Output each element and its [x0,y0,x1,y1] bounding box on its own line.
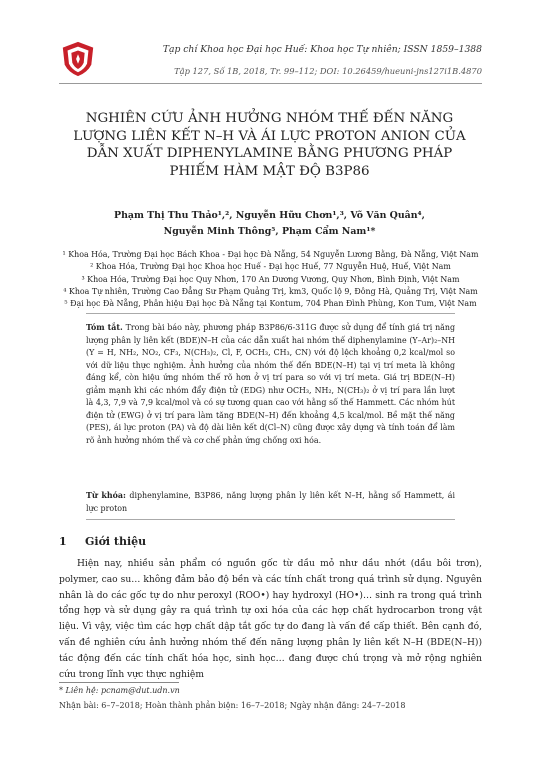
affiliation-2: ² Khoa Hóa, Trường Đại học Khoa học Huế - Đại học Huế, 77 Nguyễn Huệ, Huế, Việt Nam [90,262,451,272]
hue-university-logo-icon [59,40,97,78]
abstract [86,322,455,447]
abstract-top-divider [86,313,455,314]
section-body: Hiện nay, nhiều sản phẩm có nguồn gốc từ dầu mỏ như dầu nhớt (dầu bôi trơn), polymer, cao su… không đảm bảo độ bền và các tính chất trong quá trình sử dụng. Nguyên nhân là do các gốc tự do như peroxyl (ROO•) hay hydroxyl (HO•)… sinh ra trong quá trình tổng hợp và sử dụng gây ra quá trình tự oxi hóa của các hợp chất hydrocarbon trong vật liệu. Vì vậy, việc tìm các hợp chất dập tắt gốc tự do đang là vấn đề cấp thiết. Bên cạnh đó, vấn đề nghiên cứu ảnh hưởng nhóm thế đến năng lượng phân ly liên kết N–H (BDE(N–H)) tác động đến các tính chất hóa học, sinh học… đang được chú trọng và mở rộng nghiên cứu trong lĩnh vực thực nghiệm [59,559,482,680]
affiliation-list [59,249,482,310]
affiliation-1: ¹ Khoa Hóa, Trường Đại học Bách Khoa - Đại học Đà Nẵng, 54 Nguyễn Lương Bằng, Đà Nẵng, Việt Nam [62,250,479,259]
abstract-label: Tóm tắt. [86,323,123,332]
abstract-bottom-divider [86,519,455,520]
header-divider [59,83,482,84]
affiliation-3: ³ Khoa Hóa, Trường Đại học Quy Nhơn, 170 An Dương Vương, Quy Nhơn, Bình Định, Việt Nam [81,274,460,284]
section-heading [59,535,146,548]
affiliation-5: ⁵ Đại học Đà Nẵng, Phân hiệu Đại học Đà Nẵng tại Kontum, 704 Phan Đình Phùng, Kon Tum, Việt Nam [64,299,477,309]
keywords [86,490,455,515]
citation-info: Tập 127, Số 1B, 2018, Tr. 99–112; DOI: 10.26459/hueuni-jns127i1B.4870 [174,66,482,76]
section-title: Giới thiệu [85,535,147,548]
author-list [64,208,475,240]
paper-title: NGHIÊN CỨU ẢNH HƯỞNG NHÓM THẾ ĐẾN NĂNG LƯỢNG LIÊN KẾT N–H VÀ ÁI LỰC PROTON ANION CỦA DẪN XUẤT DIPHENYLAMINE BẰNG PHƯƠNG PHÁP PHIẾM HÀM MẬT ĐỘ B3P86 [73,111,466,179]
submission-dates: Nhận bài: 6–7–2018; Hoàn thành phản biện: 16–7–2018; Ngày nhận đăng: 24–7–2018 [59,701,406,710]
contact-email: * Liên hệ: pcnam@dut.udn.vn [59,686,180,695]
keywords-label: Từ khóa: [86,491,126,500]
abstract-text: Trong bài báo này, phương pháp B3P86/6-311G được sử dụng để tính giá trị năng lượng phân ly liên kết (BDE)N–H của các dẫn xuất hai nhóm thế diphenylamine (Y–Ar)₂–NH (Y = H, NH₂, NO₂, CF₃, N(CH₃)₂, Cl, F, OCH₃, CH₃, CN) với độ lệch khoảng 0,2 kcal/mol so với dữ liệu thực nghiệm. Ảnh hưởng của nhóm thế đến BDE(N–H) tại vị trí meta là không đáng kể, còn hiệu ứng nhóm thế rõ hơn ở vị trí para so với vị trí meta. Giá trị BDE(N–H) giảm mạnh khi các nhóm đẩy điện tử (EDG) như OCH₃, NH₂, N(CH₃)₂ ở vị trí para lần lượt là 4,3, 7,9 và 7,9 kcal/mol và có sự tương quan cao với hằng số thế Hammett. Các nhóm hút điện tử (EWG) ở vị trí para làm tăng BDE(N–H) đến khoảng 4,5 kcal/mol. Bề mặt thế năng (PES), ái lực proton (PA) và độ dài liên kết d(Cl–N) cũng được xây dựng và tính toán để làm rõ ảnh hưởng nhóm thế và cơ chế phản ứng chống oxi hóa. [86,323,456,445]
author-line-1: Phạm Thị Thu Thảo¹,², Nguyễn Hữu Chơn¹,³, Võ Văn Quân⁴, [114,210,425,221]
affiliation-4: ⁴ Khoa Tự nhiên, Trường Cao Đẳng Sư Phạm Quảng Trị, km3, Quốc lộ 9, Đông Hà, Quảng Trị, Việt Nam [63,286,478,296]
section-number: 1 [59,535,67,548]
author-line-2: Nguyễn Minh Thông⁵, Phạm Cẩm Nam¹* [163,226,376,237]
footnote-divider [59,682,179,683]
keywords-text: diphenylamine, B3P86, năng lượng phân ly liên kết N–H, hằng số Hammett, ái lực proton [86,491,456,513]
journal-name: Tạp chí Khoa học Đại học Huế: Khoa học Tự nhiên; ISSN 1859–1388 [162,44,482,55]
